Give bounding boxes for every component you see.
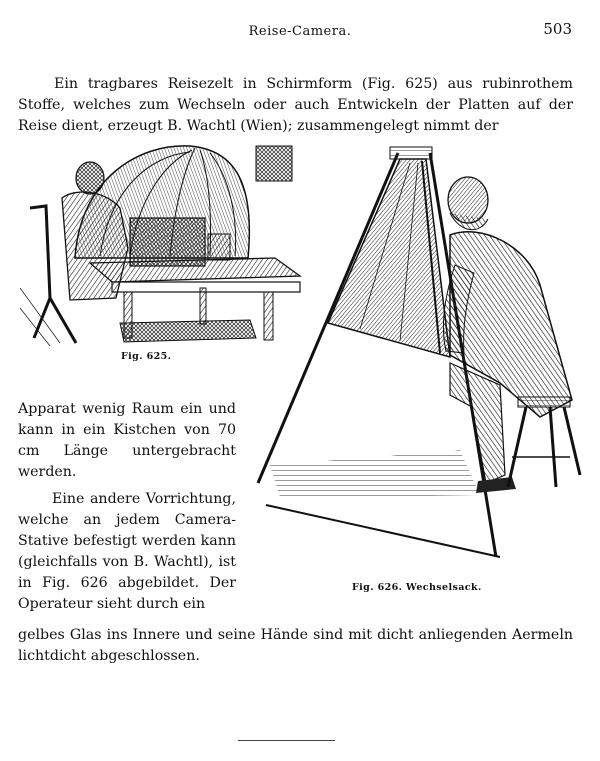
figure-625-caption: Fig. 625.	[121, 351, 172, 362]
paragraph-device: Eine andere Vorrichtung, welche an jedem Camera-Stative befestigt werden kann (gleichfalls von B. Wachtl), ist in Fig. 626 abgebildet. Der Operateur sieht durch ein	[18, 491, 236, 613]
paragraph-operator: gelbes Glas ins Innere und seine Hände sind mit dicht anliegenden Aermeln lichtdicht abgeschlossen.	[18, 627, 573, 665]
page-header	[0, 20, 600, 40]
paragraph-intro: Ein tragbares Reisezelt in Schirmform (Fig. 625) aus rubinrothem Stoffe, welches zum Wechseln oder auch Entwickeln der Platten auf der Reise dient, erzeugt B. Wachtl (Wien); zusammengelegt nimmt der	[18, 76, 573, 135]
figure-626-caption: Fig. 626. Wechselsack.	[352, 582, 482, 593]
page-number: 503	[543, 20, 572, 38]
running-title: Reise-Camera.	[248, 24, 352, 39]
footer-rule	[238, 740, 335, 741]
figure-626-illustration	[250, 145, 585, 575]
paragraph-apparatus: Apparat wenig Raum ein und kann in ein Kistchen von 70 cm Länge untergebracht werden.	[18, 401, 236, 481]
